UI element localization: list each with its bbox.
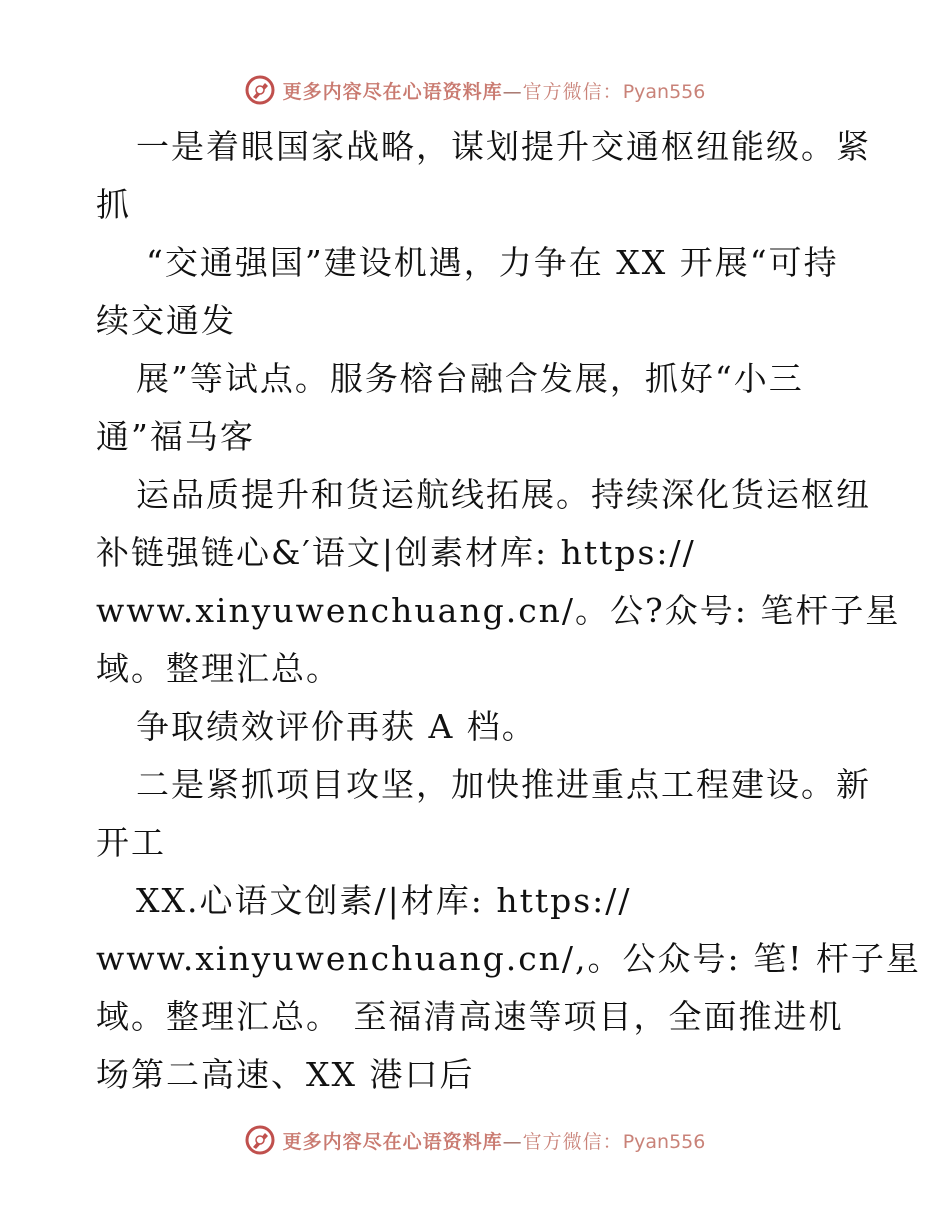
banner-wechat-id: Pyan556	[622, 1130, 706, 1153]
body-line: “交通强国”建设机遇，力争在 XX 开展“可持	[146, 243, 839, 282]
footer-banner-text	[283, 1127, 706, 1154]
quill-seal-icon	[245, 1125, 275, 1155]
body-line: 域。整理汇总。 至福清高速等项目，全面推进机	[96, 997, 844, 1036]
body-line: 开工	[96, 823, 166, 862]
body-line: 场第二高速、XX 港口后	[96, 1055, 475, 1094]
banner-brand: 更多内容尽在心语资料库	[282, 1130, 503, 1153]
header-banner-text	[283, 77, 706, 104]
body-line: 通”福马客	[96, 417, 255, 456]
body-line: 续交通发	[96, 301, 236, 340]
banner-separator: —	[502, 80, 523, 103]
banner-wechat-id: Pyan556	[622, 80, 706, 103]
page-footer-banner	[0, 1120, 950, 1160]
banner-official: 官方微信：	[522, 1130, 623, 1153]
banner-brand: 更多内容尽在心语资料库	[282, 80, 503, 103]
page-header-banner	[0, 70, 950, 110]
banner-official: 官方微信：	[522, 80, 623, 103]
body-line: 争取绩效评价再获 A 档。	[136, 707, 537, 746]
body-line: 抓	[96, 185, 131, 224]
body-line: 域。整理汇总。	[96, 649, 341, 688]
body-line: 展”等试点。服务榕台融合发展，抓好“小三	[136, 359, 804, 398]
body-line: XX.心语文创素/|材库: https://	[136, 881, 632, 920]
body-line: 运品质提升和货运航线拓展。持续深化货运枢纽	[136, 475, 871, 514]
banner-separator: —	[502, 1130, 523, 1153]
body-line: 二是紧抓项目攻坚，加快推进重点工程建设。新	[136, 765, 871, 804]
body-line: 补链强链心&′语文|创素材库: https://	[96, 533, 696, 572]
body-line: www.xinyuwenchuang.cn/。公?众号: 笔杆子星	[96, 591, 901, 630]
document-body	[96, 118, 921, 1104]
body-line: www.xinyuwenchuang.cn/,。公众号: 笔! 杆子星	[96, 939, 921, 978]
quill-seal-icon	[245, 75, 275, 105]
body-line: 一是着眼国家战略，谋划提升交通枢纽能级。紧	[136, 127, 871, 166]
